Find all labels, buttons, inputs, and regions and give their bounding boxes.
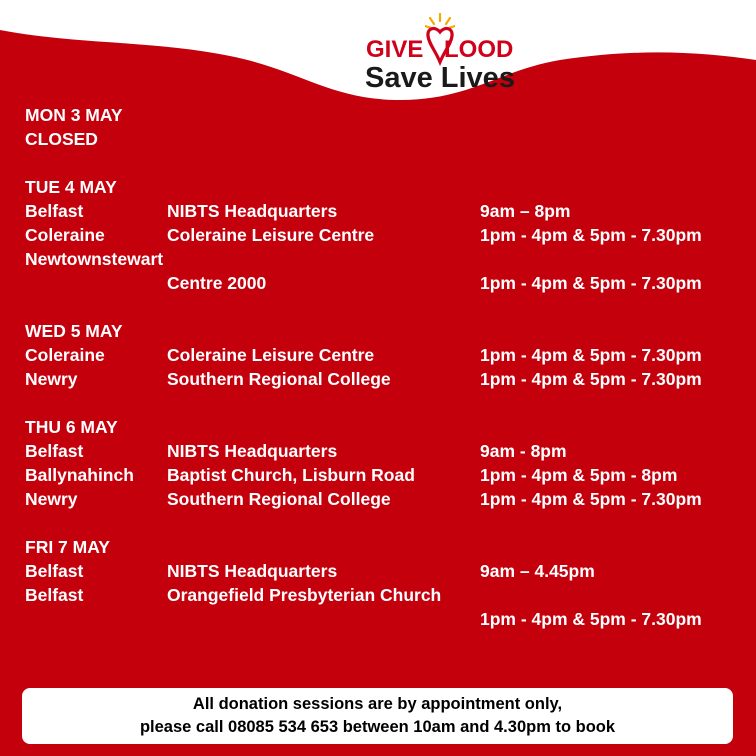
session-venue: Coleraine Leisure Centre [167,345,375,365]
session-time: 1pm - 4pm & 5pm - 7.30pm [480,609,702,629]
session-town: Newry [25,369,78,389]
session-time: 9am - 8pm [480,441,567,461]
session-venue: Centre 2000 [167,273,267,293]
session-venue: Baptist Church, Lisburn Road [167,465,415,485]
day-heading-fri: FRI 7 MAY [25,537,110,557]
session-venue: Southern Regional College [167,369,391,389]
session-venue: NIBTS Headquarters [167,561,338,581]
session-venue: Coleraine Leisure Centre [167,225,375,245]
session-venue: NIBTS Headquarters [167,201,338,221]
notice-line-1: All donation sessions are by appointment only, [192,695,563,713]
day-heading-mon: MON 3 MAY [25,105,123,125]
session-time: 1pm - 4pm & 5pm - 7.30pm [480,273,702,293]
session-town: Coleraine [25,345,105,365]
session-town: Belfast [25,441,84,461]
session-time: 9am – 8pm [480,201,571,221]
session-time: 1pm - 4pm & 5pm - 7.30pm [480,489,702,509]
session-town: Ballynahinch [25,465,134,485]
session-time: 1pm - 4pm & 5pm - 7.30pm [480,369,702,389]
session-venue: NIBTS Headquarters [167,441,338,461]
session-venue: Southern Regional College [167,489,391,509]
session-time: 1pm - 4pm & 5pm - 8pm [480,465,678,485]
session-venue: Orangefield Presbyterian Church [167,585,442,605]
appointment-notice [22,688,733,744]
session-town: Belfast [25,585,84,605]
logo-blood-text: LOOD [444,36,514,63]
session-time: 9am – 4.45pm [480,561,595,581]
logo-tagline: Save Lives [365,62,515,94]
session-town: Newtownstewart [25,249,164,269]
logo-give-text: GIVE [366,36,424,63]
closed-note: CLOSED [25,129,98,149]
day-heading-thu: THU 6 MAY [25,417,118,437]
session-time: 1pm - 4pm & 5pm - 7.30pm [480,345,702,365]
session-time: 1pm - 4pm & 5pm - 7.30pm [480,225,702,245]
session-town: Newry [25,489,78,509]
session-town: Belfast [25,561,84,581]
day-heading-wed: WED 5 MAY [25,321,123,341]
day-heading-tue: TUE 4 MAY [25,177,117,197]
session-town: Belfast [25,201,84,221]
notice-line-2: please call 08085 534 653 between 10am and 4.30pm to book [139,718,616,736]
session-town: Coleraine [25,225,105,245]
